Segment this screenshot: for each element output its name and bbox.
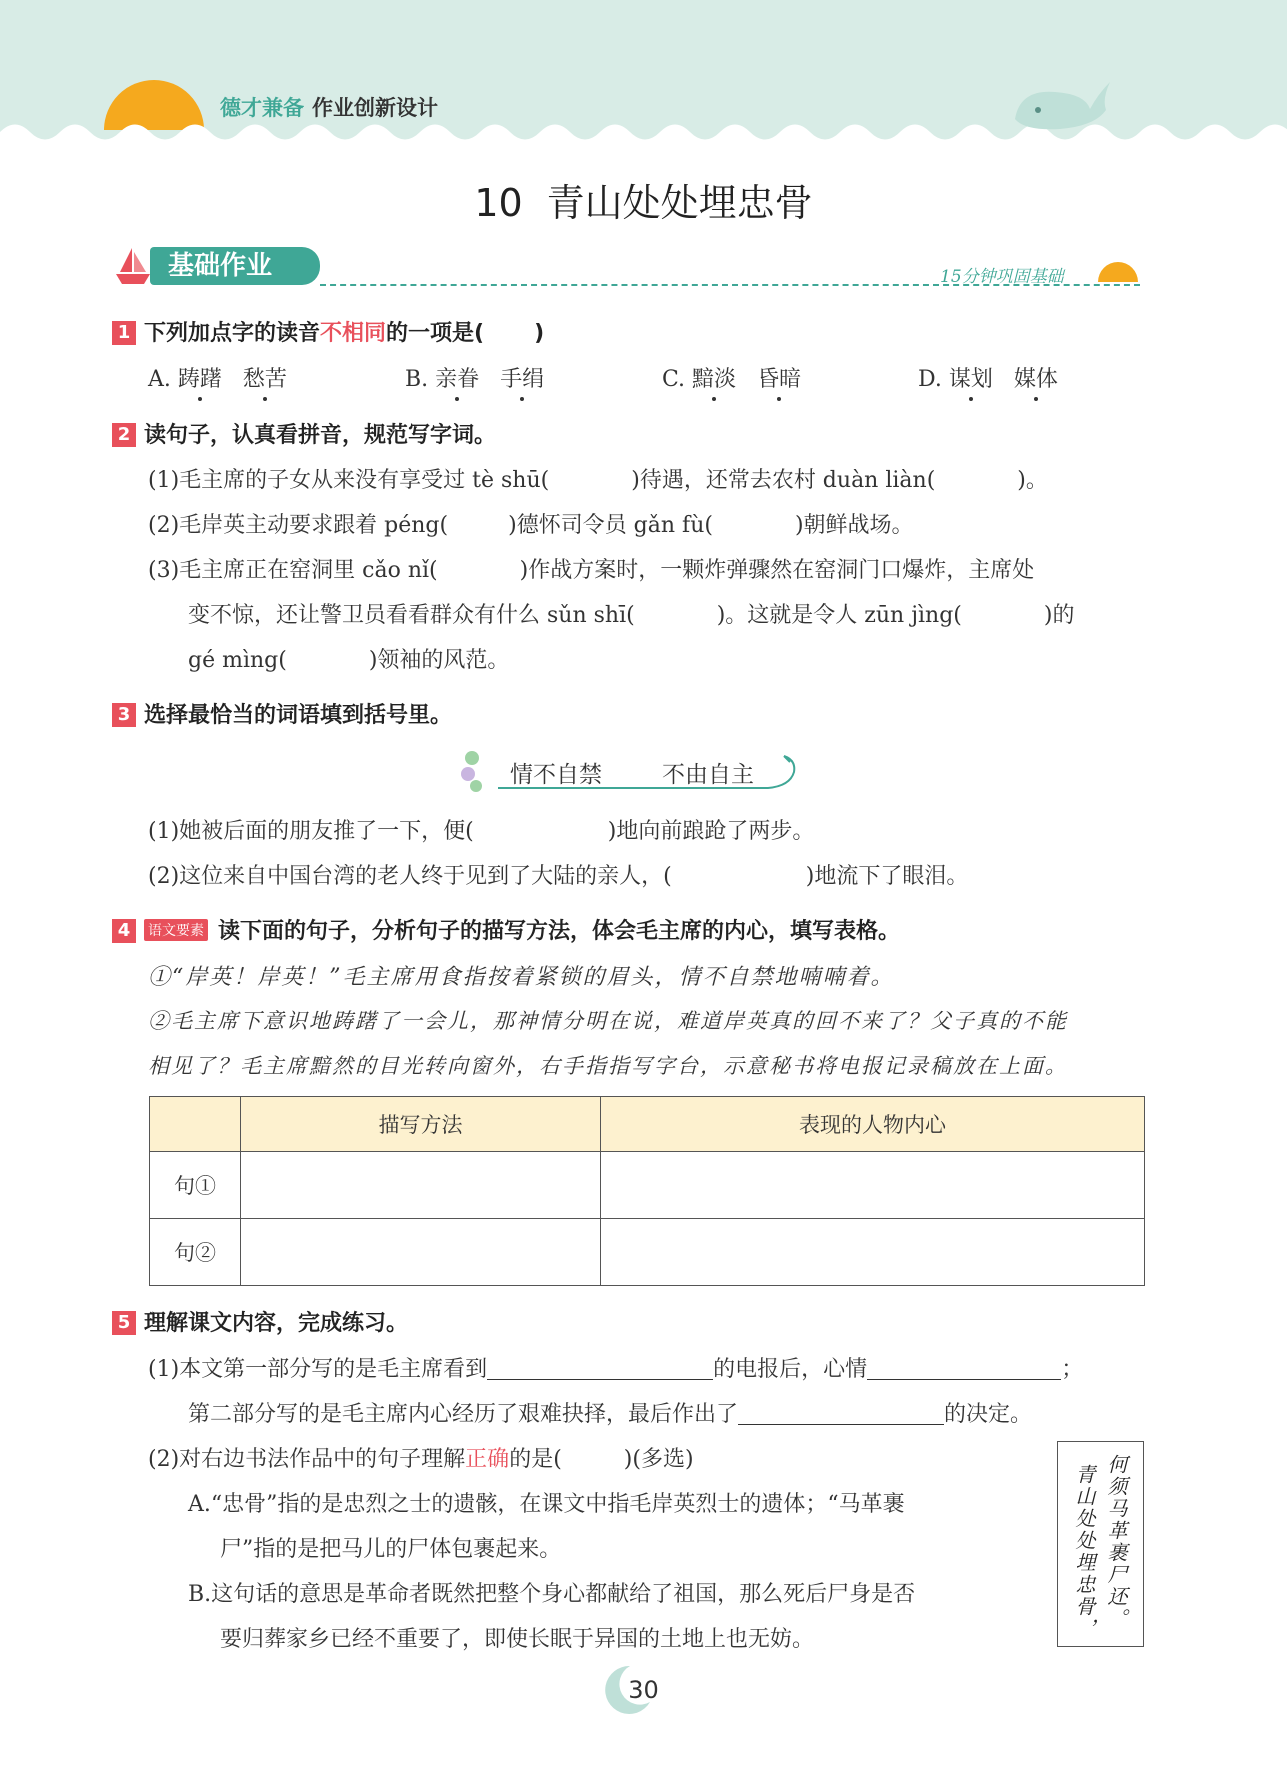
option-letter: C. [662, 367, 686, 392]
answer-cell[interactable] [241, 1152, 601, 1219]
calligraphy-left: 青山处处埋忠骨， [1072, 1464, 1096, 1640]
lesson-title: 青山处处埋忠骨 [546, 181, 813, 225]
q5-line-3 [148, 1442, 694, 1473]
option-word: 踌躇 [177, 367, 222, 392]
answer-blank[interactable] [487, 1355, 713, 1380]
section-label: 基础作业 [150, 247, 320, 285]
text: )作战方案时，一颗炸弹骤然在窑洞门口爆炸，主席处 [519, 558, 1035, 583]
language-element-tag: 语文要素 [144, 919, 208, 941]
answer-cell[interactable] [601, 1219, 1145, 1286]
answer-cell[interactable] [601, 1152, 1145, 1219]
row-header: 句① [150, 1152, 241, 1219]
page-title [0, 172, 1287, 227]
brand-green: 德才兼备 [220, 96, 304, 120]
option-word: 亲眷 [435, 367, 480, 392]
text: )(多选) [623, 1447, 694, 1472]
option-word: 手绢 [500, 367, 545, 392]
q2-line-2 [148, 508, 914, 539]
text: (2)毛岸英主动要求跟着 péng( [148, 513, 449, 538]
text: (3)毛主席正在窑洞里 cǎo nǐ( [148, 558, 438, 583]
q3-title: 选择最恰当的词语填到括号里。 [144, 703, 453, 728]
text: ； [1061, 1357, 1084, 1382]
text: )地流下了眼泪。 [805, 864, 969, 889]
question-2-number: 2 [112, 423, 136, 447]
q1-option-b[interactable] [405, 362, 544, 393]
text: 第二部分写的是毛主席内心经历了艰难抉择，最后作出了 [188, 1402, 739, 1427]
q5-option-a-2: 尸”指的是把马儿的尸体包裹起来。 [220, 1537, 562, 1562]
q4-sentence-2b: 相见了？毛主席黯然的目光转向窗外，右手指指写字台，示意秘书将电报记录稿放在上面。 [148, 1054, 1068, 1078]
q2-line-3 [148, 553, 1034, 584]
text: )的 [1043, 603, 1075, 628]
question-4 [112, 914, 900, 945]
brand-dark: 作业创新设计 [312, 96, 438, 120]
option-letter: D. [918, 367, 942, 392]
q1-close: ) [534, 321, 545, 346]
text: 的是( [509, 1447, 562, 1472]
option-word: 昏暗 [757, 367, 802, 392]
analysis-table [149, 1096, 1145, 1286]
page-number: 30 [628, 1676, 659, 1704]
q5-option-a-1: A.“忠骨”指的是忠烈之士的遗骸，在课文中指毛岸英烈士的遗体；“马革裹 [188, 1492, 905, 1517]
text: )朝鲜战场。 [794, 513, 914, 538]
flower-icon [454, 746, 494, 794]
table-corner [150, 1097, 241, 1152]
question-4-number: 4 [112, 919, 136, 943]
q2-line-5 [188, 643, 509, 674]
text: (1)毛主席的子女从来没有享受过 tè shū( [148, 468, 550, 493]
text: (1)本文第一部分写的是毛主席看到 [148, 1357, 488, 1382]
whale-icon [1010, 74, 1115, 134]
q5-title: 理解课文内容，完成练习。 [144, 1311, 409, 1336]
question-3 [112, 698, 452, 729]
ship-icon [112, 244, 154, 288]
brand [220, 92, 438, 122]
text: gé mìng( [188, 648, 287, 673]
option-letter: B. [405, 367, 429, 392]
q4-title: 读下面的句子，分析句子的描写方法，体会毛主席的内心，填写表格。 [218, 919, 901, 944]
row-header: 句② [150, 1219, 241, 1286]
text: )待遇，还常去农村 duàn liàn( [631, 468, 936, 493]
column-header-method: 描写方法 [241, 1097, 601, 1152]
emphasis: 正确 [465, 1447, 510, 1472]
table-row [150, 1219, 1145, 1286]
question-5 [112, 1306, 408, 1337]
q3-line-2 [148, 859, 968, 890]
table-row [150, 1152, 1145, 1219]
q1-text-post: 的一项是( [386, 321, 485, 346]
text: 的电报后，心情 [713, 1357, 868, 1382]
word-option-2[interactable]: 不由自主 [662, 762, 754, 788]
text: (2)对右边书法作品中的句子理解 [148, 1447, 466, 1472]
q2-line-4 [188, 598, 1075, 629]
question-5-number: 5 [112, 1311, 136, 1335]
answer-cell[interactable] [241, 1219, 601, 1286]
q1-text-pre: 下列加点字的读音 [144, 321, 321, 346]
q1-option-d[interactable] [918, 362, 1058, 393]
section-time-note: 15分钟巩固基础 [940, 267, 1064, 287]
word-option-1[interactable]: 情不自禁 [510, 762, 602, 788]
q5-line-1 [148, 1352, 1083, 1383]
table-header-row [150, 1097, 1145, 1152]
option-word: 谋划 [948, 367, 993, 392]
q4-sentence-1: ①“岸英！岸英！”毛主席用食指按着紧锁的眉头，情不自禁地喃喃着。 [148, 965, 895, 990]
text: (2)这位来自中国台湾的老人终于见到了大陆的亲人，( [148, 864, 672, 889]
option-word: 愁苦 [242, 367, 287, 392]
page-header [0, 0, 1287, 150]
text: )。这就是令人 zūn jìng( [716, 603, 962, 628]
q3-line-1 [148, 814, 814, 845]
q5-line-2 [188, 1397, 1032, 1428]
answer-blank[interactable] [867, 1355, 1061, 1380]
q5-option-b-2: 要归葬家乡已经不重要了，即使长眠于异国的土地上也无妨。 [220, 1627, 815, 1652]
small-sun-icon [1098, 262, 1138, 282]
option-letter: A. [148, 367, 171, 392]
word-bank [468, 750, 798, 790]
q5-option-b-1: B.这句话的意思是革命者既然把整个身心都献给了祖国，那么死后尸身是否 [188, 1582, 916, 1607]
column-header-feeling: 表现的人物内心 [601, 1097, 1145, 1152]
q4-sentence-2a: ②毛主席下意识地踌躇了一会儿，那神情分明在说，难道岸英真的回不来了？父子真的不能 [148, 1009, 1068, 1033]
question-1 [112, 316, 544, 347]
calligraphy-box [1057, 1441, 1144, 1647]
q1-option-a[interactable] [148, 362, 287, 393]
question-1-number: 1 [112, 321, 136, 345]
text: )地向前踉跄了两步。 [607, 819, 815, 844]
text: 的决定。 [944, 1402, 1033, 1427]
q2-title: 读句子，认真看拼音，规范写字词。 [144, 423, 497, 448]
text: (1)她被后面的朋友推了一下，便( [148, 819, 474, 844]
answer-blank[interactable] [738, 1400, 944, 1425]
question-2 [112, 418, 496, 449]
q2-line-1 [148, 463, 1048, 494]
text: )。 [1017, 468, 1048, 493]
calligraphy-right: 何须马革裹尸还。 [1104, 1454, 1128, 1630]
q1-option-c[interactable] [662, 362, 801, 393]
q1-emphasis: 不相同 [320, 321, 387, 346]
option-word: 黯淡 [692, 367, 737, 392]
text: )领袖的风范。 [368, 648, 510, 673]
text: )德怀司令员 gǎn fù( [508, 513, 713, 538]
lesson-number: 10 [474, 181, 523, 225]
text: 变不惊，还让警卫员看看群众有什么 sǔn shī( [188, 603, 635, 628]
option-word: 媒体 [1013, 367, 1058, 392]
question-3-number: 3 [112, 703, 136, 727]
